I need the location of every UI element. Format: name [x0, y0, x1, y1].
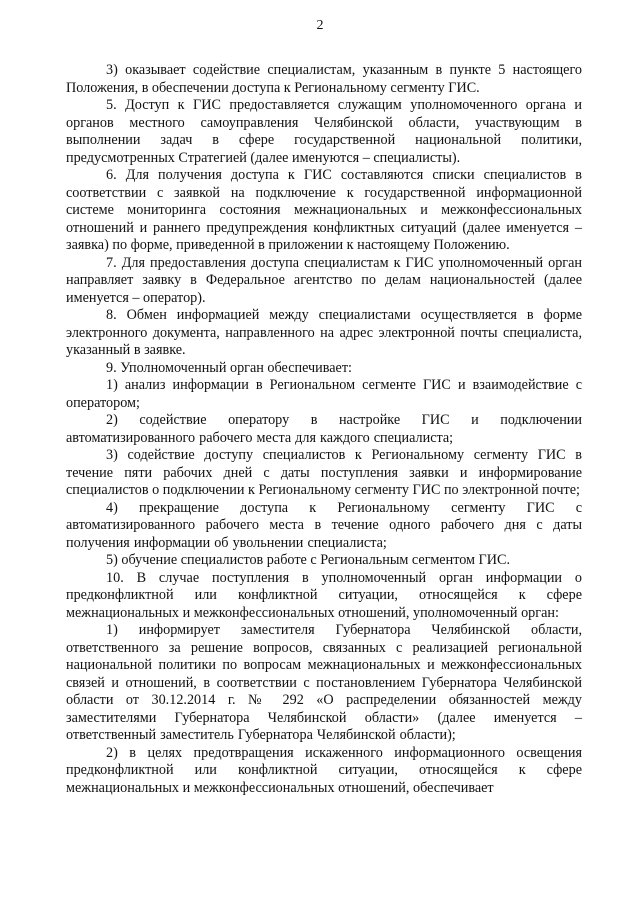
document-body	[66, 62, 582, 797]
paragraph-clause-6: 6. Для получения доступа к ГИС составляются списки специалистов в соответствии с заявкой на подключение к государственной информационной системе мониторинга состояния межнациональных и межконфессиональных отношений и раннего предупреждения конфликтных ситуаций (далее именуется – заявка) по форме, приведенной в приложении к настоящему Положению.	[66, 167, 582, 253]
paragraph-item-3: 3) оказывает содействие специалистам, указанным в пункте 5 настоящего Положения, в обеспечении доступа к Региональному сегменту ГИС.	[66, 62, 582, 96]
paragraph-clause-10-item-1: 1) информирует заместителя Губернатора Челябинской области, ответственного за решение вопросов, связанных с реализацией региональной национальной политики по вопросам межнациональных и межконфессиональных связей и отношений, в соответствии с постановлением Губернатора Челябинской области от 30.12.2014 г. № 292 «О распределении обязанностей между заместителями Губернатора Челябинской области» (далее именуется – ответственный заместитель Губернатора Челябинской области);	[66, 622, 582, 743]
page-number: 2	[316, 18, 324, 33]
paragraph-clause-8: 8. Обмен информацией между специалистами осуществляется в форме электронного документа, направленного на адрес электронной почты специалиста, указанный в заявке.	[66, 307, 582, 358]
paragraph-clause-9-item-3: 3) содействие доступу специалистов к Региональному сегменту ГИС в течение пяти рабочих дней с даты поступления заявки и информирование специалистов о подключении к Региональному сегменту ГИС по электронной почте;	[66, 447, 582, 498]
paragraph-clause-9-item-2: 2) содействие оператору в настройке ГИС и подключении автоматизированного рабочего места для каждого специалиста;	[66, 412, 582, 446]
paragraph-clause-9-item-4: 4) прекращение доступа к Региональному сегменту ГИС с автоматизированного рабочего места в течение одного рабочего дня с даты получения информации об увольнении специалиста;	[66, 499, 582, 551]
paragraph-clause-9: 9. Уполномоченный орган обеспечивает:	[106, 359, 352, 376]
paragraph-clause-10-item-2: 2) в целях предотвращения искаженного информационного освещения предконфликтной или конфликтной ситуации, относящейся к сфере межнациональных и межконфессиональных отношений, обеспечивает	[66, 744, 582, 796]
paragraph-clause-7: 7. Для предоставления доступа специалистам к ГИС уполномоченный орган направляет заявку в Федеральное агентство по делам национальностей (далее именуется – оператор).	[66, 254, 582, 306]
paragraph-clause-10: 10. В случае поступления в уполномоченный орган информации о предконфликтной или конфликтной ситуации, относящейся к сфере межнациональных и межконфессиональных отношений, уполномоченный орган:	[66, 569, 582, 621]
paragraph-clause-9-item-1: 1) анализ информации в Региональном сегменте ГИС и взаимодействие с оператором;	[66, 377, 582, 411]
paragraph-clause-5: 5. Доступ к ГИС предоставляется служащим уполномоченного органа и органов местного самоуправления Челябинской области, участвующим в выполнении задач в сфере государственной национальной политики, предусмотренных Стратегией (далее именуются – специалисты).	[66, 97, 582, 166]
paragraph-clause-9-item-5: 5) обучение специалистов работе с Региональным сегментом ГИС.	[106, 552, 511, 568]
